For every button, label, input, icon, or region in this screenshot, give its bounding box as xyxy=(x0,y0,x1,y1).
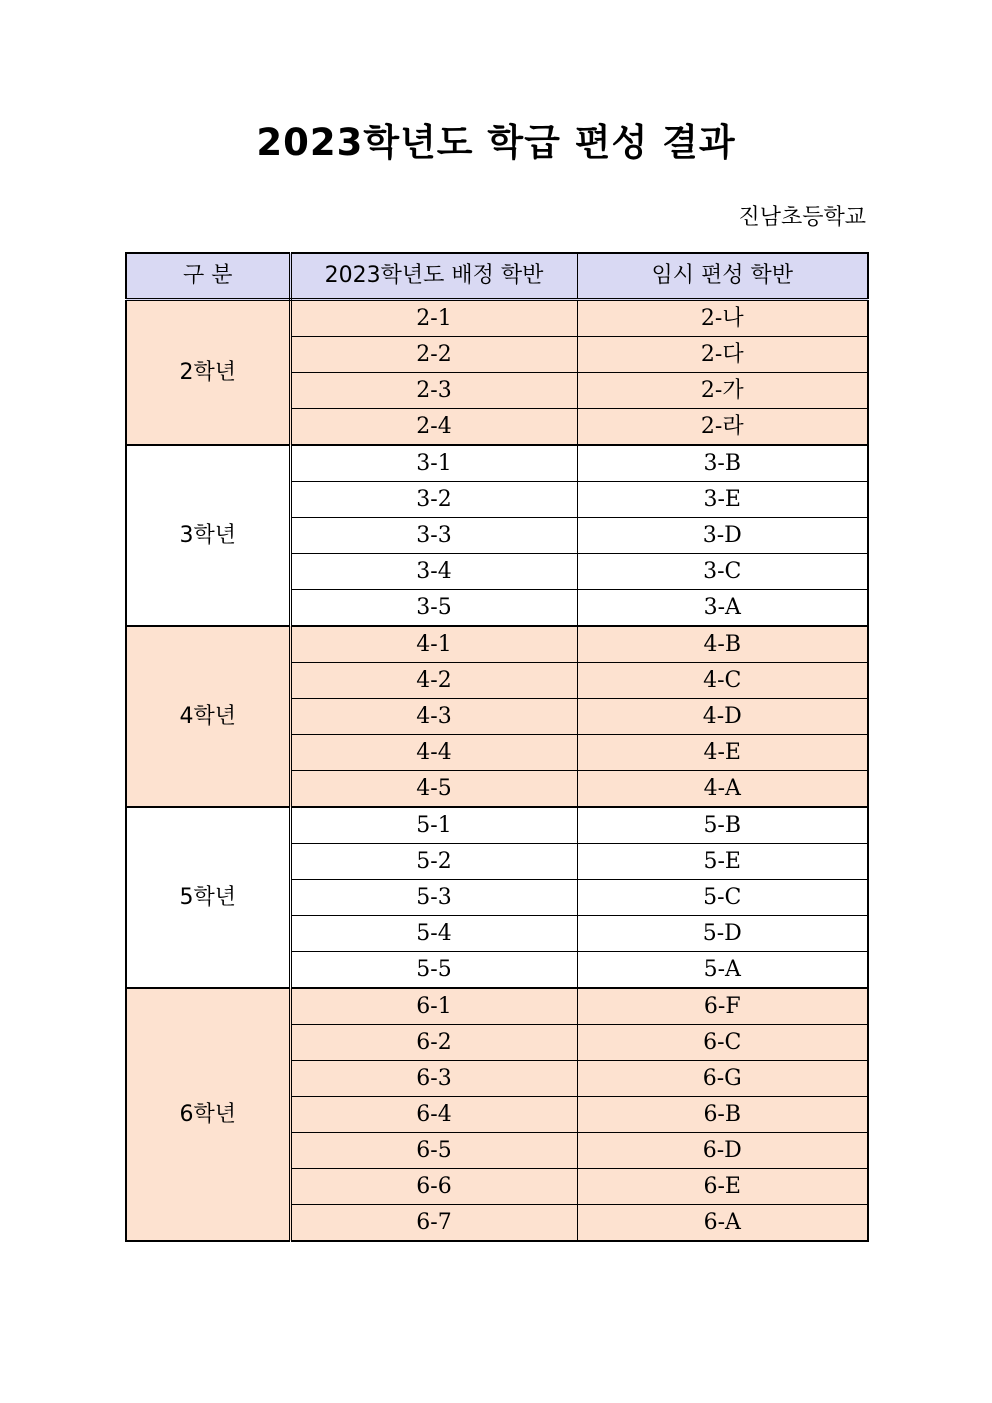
assigned-class-cell: 2-1 xyxy=(290,300,577,337)
temporary-class-cell: 4-A xyxy=(577,771,868,808)
assigned-class-cell: 6-3 xyxy=(290,1061,577,1097)
assigned-class-cell: 5-5 xyxy=(290,952,577,989)
table-row xyxy=(126,300,868,337)
temporary-class-cell: 4-D xyxy=(577,699,868,735)
class-assignment-table-wrapper xyxy=(125,252,867,1242)
temporary-class-cell: 6-G xyxy=(577,1061,868,1097)
temporary-class-cell: 4-E xyxy=(577,735,868,771)
assigned-class-cell: 3-3 xyxy=(290,518,577,554)
grade-label: 3학년 xyxy=(126,445,290,626)
temporary-class-cell: 6-C xyxy=(577,1025,868,1061)
temporary-class-cell: 5-A xyxy=(577,952,868,989)
temporary-class-cell: 3-B xyxy=(577,445,868,482)
document-title: 2023학년도 학급 편성 결과 xyxy=(256,121,736,164)
assigned-class-cell: 6-2 xyxy=(290,1025,577,1061)
assigned-class-cell: 6-6 xyxy=(290,1169,577,1205)
assigned-class-cell: 5-2 xyxy=(290,844,577,880)
temporary-class-cell: 6-F xyxy=(577,988,868,1025)
school-name: 진남초등학교 xyxy=(738,205,866,230)
temporary-class-cell: 4-C xyxy=(577,663,868,699)
header-row xyxy=(126,253,868,300)
table-header xyxy=(126,253,868,300)
temporary-class-cell: 5-D xyxy=(577,916,868,952)
temporary-class-cell: 6-D xyxy=(577,1133,868,1169)
table-row xyxy=(126,988,868,1025)
header-temporary-class: 임시 편성 학반 xyxy=(577,253,868,300)
assigned-class-cell: 2-3 xyxy=(290,373,577,409)
temporary-class-cell: 3-D xyxy=(577,518,868,554)
assigned-class-cell: 6-4 xyxy=(290,1097,577,1133)
grade-label: 5학년 xyxy=(126,807,290,988)
temporary-class-cell: 6-B xyxy=(577,1097,868,1133)
assigned-class-cell: 4-2 xyxy=(290,663,577,699)
table-row xyxy=(126,807,868,844)
assigned-class-cell: 3-4 xyxy=(290,554,577,590)
temporary-class-cell: 3-C xyxy=(577,554,868,590)
table-body xyxy=(126,300,868,1242)
temporary-class-cell: 5-C xyxy=(577,880,868,916)
temporary-class-cell: 6-A xyxy=(577,1205,868,1242)
grade-label: 4학년 xyxy=(126,626,290,807)
assigned-class-cell: 3-5 xyxy=(290,590,577,627)
assigned-class-cell: 6-5 xyxy=(290,1133,577,1169)
assigned-class-cell: 3-2 xyxy=(290,482,577,518)
temporary-class-cell: 6-E xyxy=(577,1169,868,1205)
assigned-class-cell: 6-1 xyxy=(290,988,577,1025)
assigned-class-cell: 5-1 xyxy=(290,807,577,844)
header-category: 구 분 xyxy=(126,253,290,300)
grade-label: 2학년 xyxy=(126,300,290,446)
temporary-class-cell: 4-B xyxy=(577,626,868,663)
class-assignment-table xyxy=(125,252,869,1242)
assigned-class-cell: 4-4 xyxy=(290,735,577,771)
assigned-class-cell: 2-2 xyxy=(290,337,577,373)
temporary-class-cell: 2-가 xyxy=(577,373,868,409)
header-assigned-class: 2023학년도 배정 학반 xyxy=(290,253,577,300)
assigned-class-cell: 4-3 xyxy=(290,699,577,735)
grade-label: 6학년 xyxy=(126,988,290,1241)
temporary-class-cell: 3-E xyxy=(577,482,868,518)
table-row xyxy=(126,445,868,482)
temporary-class-cell: 2-다 xyxy=(577,337,868,373)
assigned-class-cell: 2-4 xyxy=(290,409,577,446)
temporary-class-cell: 5-E xyxy=(577,844,868,880)
temporary-class-cell: 5-B xyxy=(577,807,868,844)
assigned-class-cell: 4-5 xyxy=(290,771,577,808)
assigned-class-cell: 5-3 xyxy=(290,880,577,916)
assigned-class-cell: 3-1 xyxy=(290,445,577,482)
assigned-class-cell: 5-4 xyxy=(290,916,577,952)
table-row xyxy=(126,626,868,663)
assigned-class-cell: 4-1 xyxy=(290,626,577,663)
temporary-class-cell: 3-A xyxy=(577,590,868,627)
temporary-class-cell: 2-라 xyxy=(577,409,868,446)
temporary-class-cell: 2-나 xyxy=(577,300,868,337)
assigned-class-cell: 6-7 xyxy=(290,1205,577,1242)
